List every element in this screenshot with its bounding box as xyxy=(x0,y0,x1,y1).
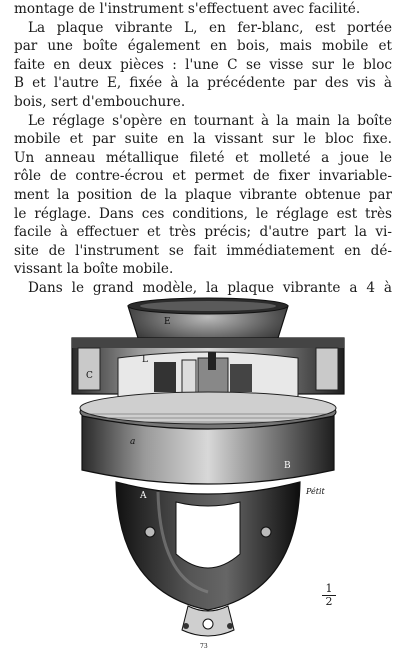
paragraph-3 xyxy=(14,112,392,279)
text-line: par une boîte également en bois, mais mobile et xyxy=(14,38,392,55)
text-line: rôle de contre-écrou et permet de fixer invariable- xyxy=(14,168,392,185)
paragraph-1 xyxy=(14,0,392,19)
text-line: montage de l'instrument s'effectuent avec facilité. xyxy=(14,1,361,17)
text-line: Un anneau métallique fileté et molleté a joue le xyxy=(14,149,392,166)
text-line: faite en deux pièces : l'une C se visse sur le bloc xyxy=(14,56,392,73)
scale-numerator: 1 xyxy=(325,582,333,595)
scale-fraction xyxy=(322,584,336,607)
text-line: B et l'autre E, fixée à la précédente par des vis à xyxy=(14,75,392,92)
text-line: Le réglage s'opère en tournant à la main la boîte xyxy=(28,112,392,129)
text-line: le réglage. Dans ces conditions, le réglage est très xyxy=(14,205,392,222)
apparatus-engraving xyxy=(58,292,358,650)
text-line: bois, sert d'embouchure. xyxy=(14,93,186,110)
text-line: facile à effectuer et très précis; d'autre part la vi- xyxy=(14,224,392,241)
text-line: site de l'instrument se fait immédiatement en dé- xyxy=(14,242,392,259)
engraver-signature: Pétit xyxy=(306,487,325,496)
label-l: L xyxy=(142,355,148,365)
text-line: La plaque vibrante L, en fer-blanc, est portée xyxy=(28,19,392,36)
text-line: vissant la boîte mobile. xyxy=(14,261,174,278)
label-a-handle: A xyxy=(140,491,147,501)
paragraph-2 xyxy=(14,19,392,112)
figure-number: 73 xyxy=(200,643,208,650)
label-c: C xyxy=(86,371,93,381)
text-line: ment la position de la plaque vibrante obtenue par xyxy=(14,186,392,203)
label-b: B xyxy=(284,461,291,471)
label-a-ring: a xyxy=(130,437,136,447)
body-text xyxy=(14,0,392,298)
text-line: mobile et par suite en la vissant sur le bloc fixe. xyxy=(14,131,392,148)
scale-denominator: 2 xyxy=(325,595,333,608)
label-e: E xyxy=(164,317,171,327)
text-line: Dans le grand modèle, la plaque vibrante a 4 à xyxy=(28,279,392,296)
